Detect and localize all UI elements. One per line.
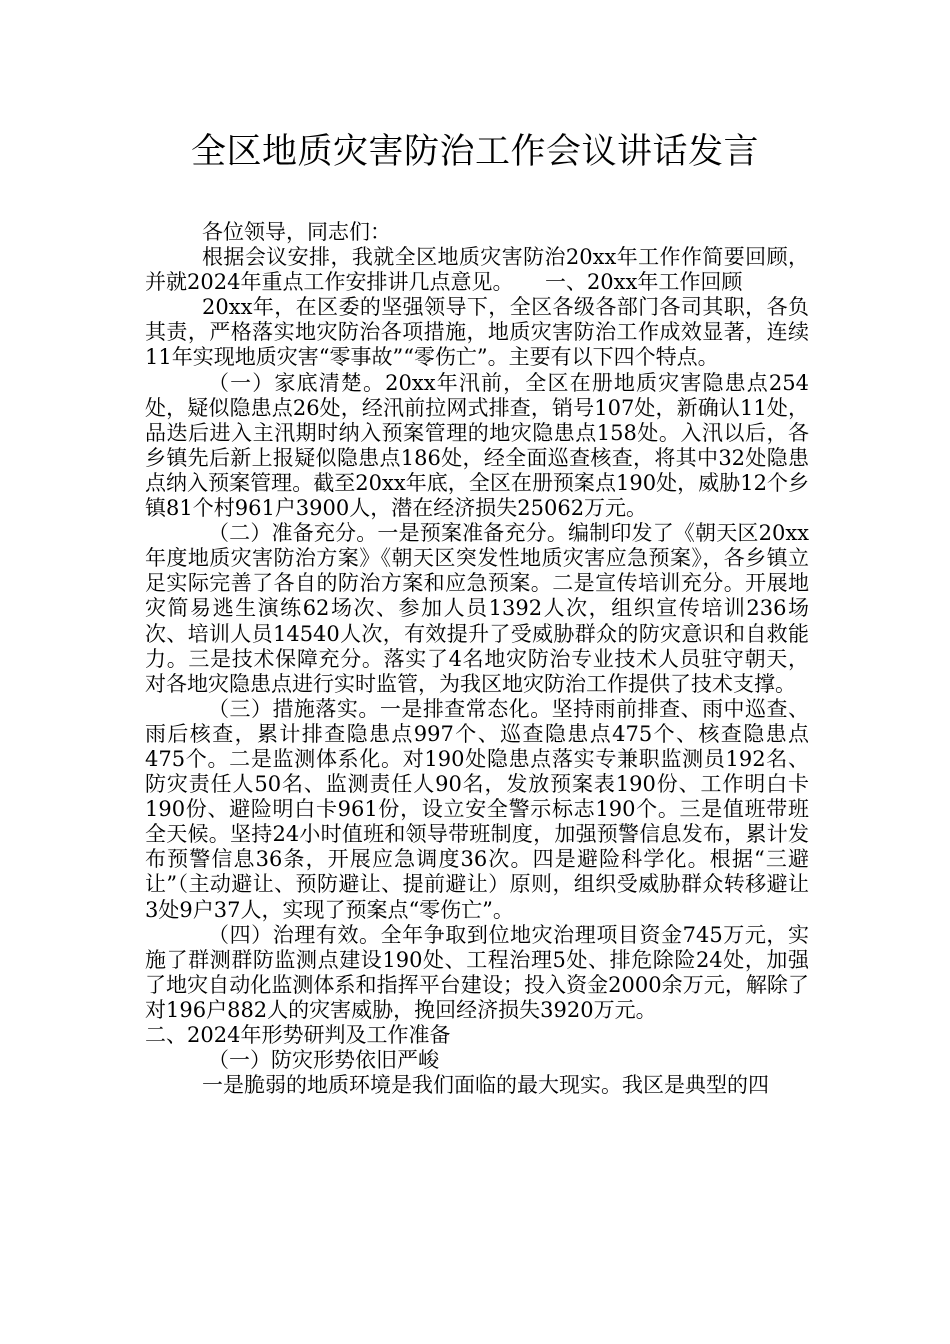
overview-paragraph: 20xx年，在区委的坚强领导下，全区各级各部门各司其职，各负其责，严格落实地灾防治各项措施，地质灾害防治工作成效显著，连续11年实现地质灾害“零事故”“零伤亡”。主要有以下四个特点。 (145, 295, 809, 370)
intro-paragraph: 根据会议安排，我就全区地质灾害防治20xx年工作作简要回顾，并就2024年重点工作安排讲几点意见。 一、20xx年工作回顾 (145, 245, 809, 295)
trailing-paragraph: 一是脆弱的地质环境是我们面临的最大现实。我区是典型的四 (202, 1073, 769, 1098)
subsection-heading: （一）防灾形势依旧严峻 (208, 1048, 439, 1073)
salutation-paragraph: 各位领导，同志们： (202, 220, 391, 244)
section-1-paragraph: （一）家底清楚。20xx年汛前，全区在册地质灾害隐患点254处，疑似隐患点26处，经汛前拉网式排查，销号107处，新确认11处，品迭后进入主汛期时纳入预案管理的地灾隐患点158处。入汛以后，各乡镇先后新上报疑似隐患点186处，经全面巡查核查，将其中32处隐患点纳入预案管理。截至20xx年底，全区在册预案点190处，威胁12个乡镇81个村961户3900人，潜在经济损失25062万元。 (145, 370, 809, 521)
chapter-2-heading: 二、2024年形势研判及工作准备 (145, 1023, 451, 1047)
document-body (145, 220, 809, 1098)
section-3-paragraph: （三）措施落实。一是排查常态化。坚持雨前排查、雨中巡查、雨后核查，累计排查隐患点997个、巡查隐患点475个、核查隐患点475个。二是监测体系化。对190处隐患点落实专兼职监测员192名、防灾责任人50名、监测责任人90名，发放预案表190份、工作明白卡190份、避险明白卡961份，设立安全警示标志190个。三是值班带班全天候。坚持24小时值班和领导带班制度，加强预警信息发布，累计发布预警信息36条，开展应急调度36次。四是避险科学化。根据“三避让”（主动避让、预防避让、提前避让）原则，组织受威胁群众转移避让3处9户37人，实现了预案点“零伤亡”。 (145, 696, 809, 922)
document-title: 全区地质灾害防治工作会议讲话发言 (190, 132, 759, 172)
section-4-paragraph: （四）治理有效。全年争取到位地灾治理项目资金745万元，实施了群测群防监测点建设190处、工程治理5处、排危除险24处，加强了地灾自动化监测体系和指挥平台建设；投入资金2000余万元，解除了对196户882人的灾害威胁，挽回经济损失3920万元。 (145, 922, 809, 1022)
section-2-paragraph: （二）准备充分。一是预案准备充分。编制印发了《朝天区20xx年度地质灾害防治方案》《朝天区突发性地质灾害应急预案》，各乡镇立足实际完善了各自的防治方案和应急预案。二是宣传培训充分。开展地灾简易逃生演练62场次、参加人员1392人次，组织宣传培训236场次、培训人员14540人次，有效提升了受威胁群众的防灾意识和自救能力。三是技术保障充分。落实了4名地灾防治专业技术人员驻守朝天，对各地灾隐患点进行实时监管，为我区地灾防治工作提供了技术支撑。 (145, 521, 809, 696)
